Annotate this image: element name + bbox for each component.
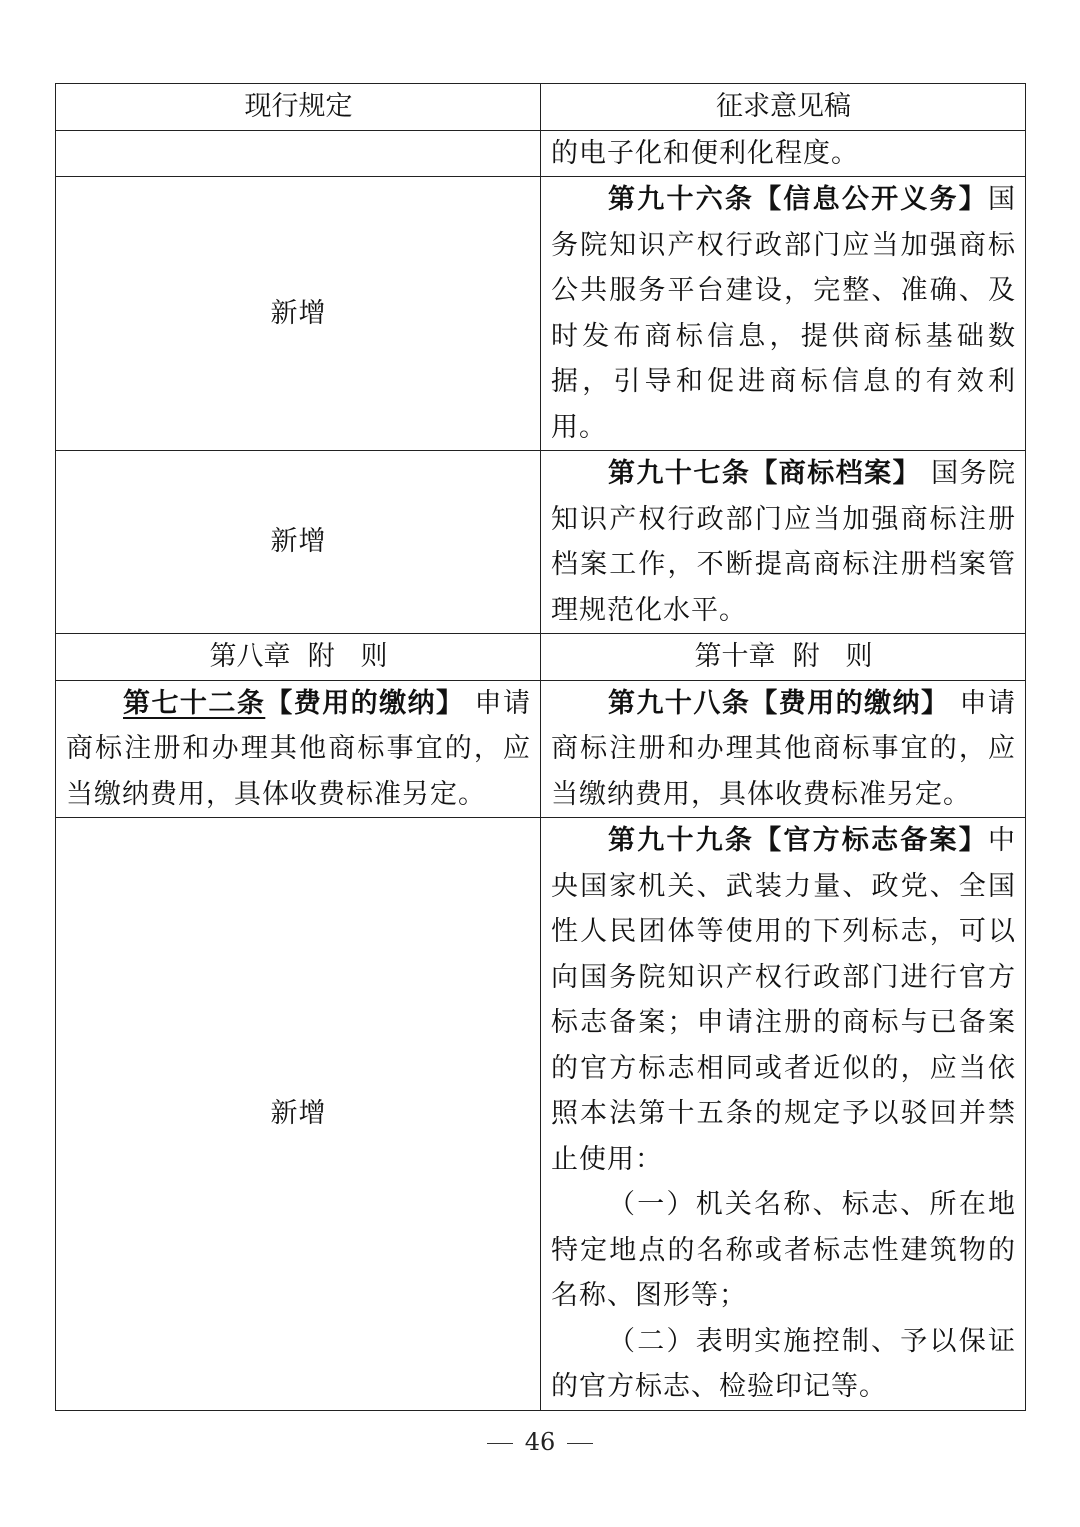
draft-article-98	[541, 680, 1026, 818]
article-title: 第九十七条【商标档案】	[608, 458, 922, 489]
article-item-1: （一）机关名称、标志、所在地特定地点的名称或者标志性建筑物的名称、图形等；	[551, 1189, 1016, 1311]
draft-article-96	[541, 177, 1026, 451]
chapter-row	[56, 634, 1026, 681]
draft-article-97	[541, 451, 1026, 634]
article-title: 【费用的缴纳】	[265, 687, 465, 719]
table-row	[56, 130, 1026, 177]
current-cell-new: 新增	[56, 451, 541, 634]
header-draft-for-comment: 征求意见稿	[541, 84, 1026, 131]
table-row	[56, 177, 1026, 451]
current-article-72	[56, 680, 541, 818]
footer-dash-right	[567, 1443, 593, 1445]
table-header-row	[56, 84, 1026, 131]
article-text: 申请商标注册和办理其他商标事宜的，应当缴纳费用，具体收费标准另定。	[551, 687, 1017, 810]
article-text: 申请商标注册和办理其他商标事宜的，应当缴纳费用，具体收费标准另定。	[66, 687, 532, 810]
draft-continuation-text: 的电子化和便利化程度。	[541, 130, 1026, 177]
current-cell-new: 新增	[56, 818, 541, 1411]
article-text: 国务院知识产权行政部门应当加强商标公共服务平台建设，完整、准确、及时发布商标信息，提供商标基础数据，引导和促进商标信息的有效利用。	[551, 184, 1016, 443]
current-cell-empty	[56, 130, 541, 177]
page-footer	[0, 1428, 1080, 1456]
draft-article-99	[541, 818, 1026, 1411]
current-chapter-heading: 第八章 附 则	[56, 634, 541, 681]
article-number: 第七十二条	[123, 687, 266, 719]
footer-dash-left	[487, 1443, 513, 1445]
article-text: 中央国家机关、武装力量、政党、全国性人民团体等使用的下列标志，可以向国务院知识产权行政部门进行官方标志备案；申请注册的商标与已备案的官方标志相同或者近似的，应当依照本法第十五条的规定予以驳回并禁止使用：	[551, 825, 1016, 1175]
article-title: 第九十九条【官方标志备案】	[608, 825, 988, 856]
article-title: 第九十六条【信息公开义务】	[608, 184, 988, 215]
comparison-table	[55, 83, 1026, 1411]
current-cell-new: 新增	[56, 177, 541, 451]
table-row	[56, 818, 1026, 1411]
table-row	[56, 680, 1026, 818]
article-paragraph	[551, 818, 1016, 1182]
header-current-provisions: 现行规定	[56, 84, 541, 131]
article-text: 国务院知识产权行政部门应当加强商标注册档案工作，不断提高商标注册档案管理规范化水平。	[551, 458, 1017, 626]
table-row	[56, 451, 1026, 634]
article-title: 第九十八条【费用的缴纳】	[608, 687, 950, 719]
article-item-2: （二）表明实施控制、予以保证的官方标志、检验印记等。	[551, 1325, 1016, 1402]
draft-chapter-heading: 第十章 附 则	[541, 634, 1026, 681]
page-number: 46	[524, 1428, 556, 1456]
